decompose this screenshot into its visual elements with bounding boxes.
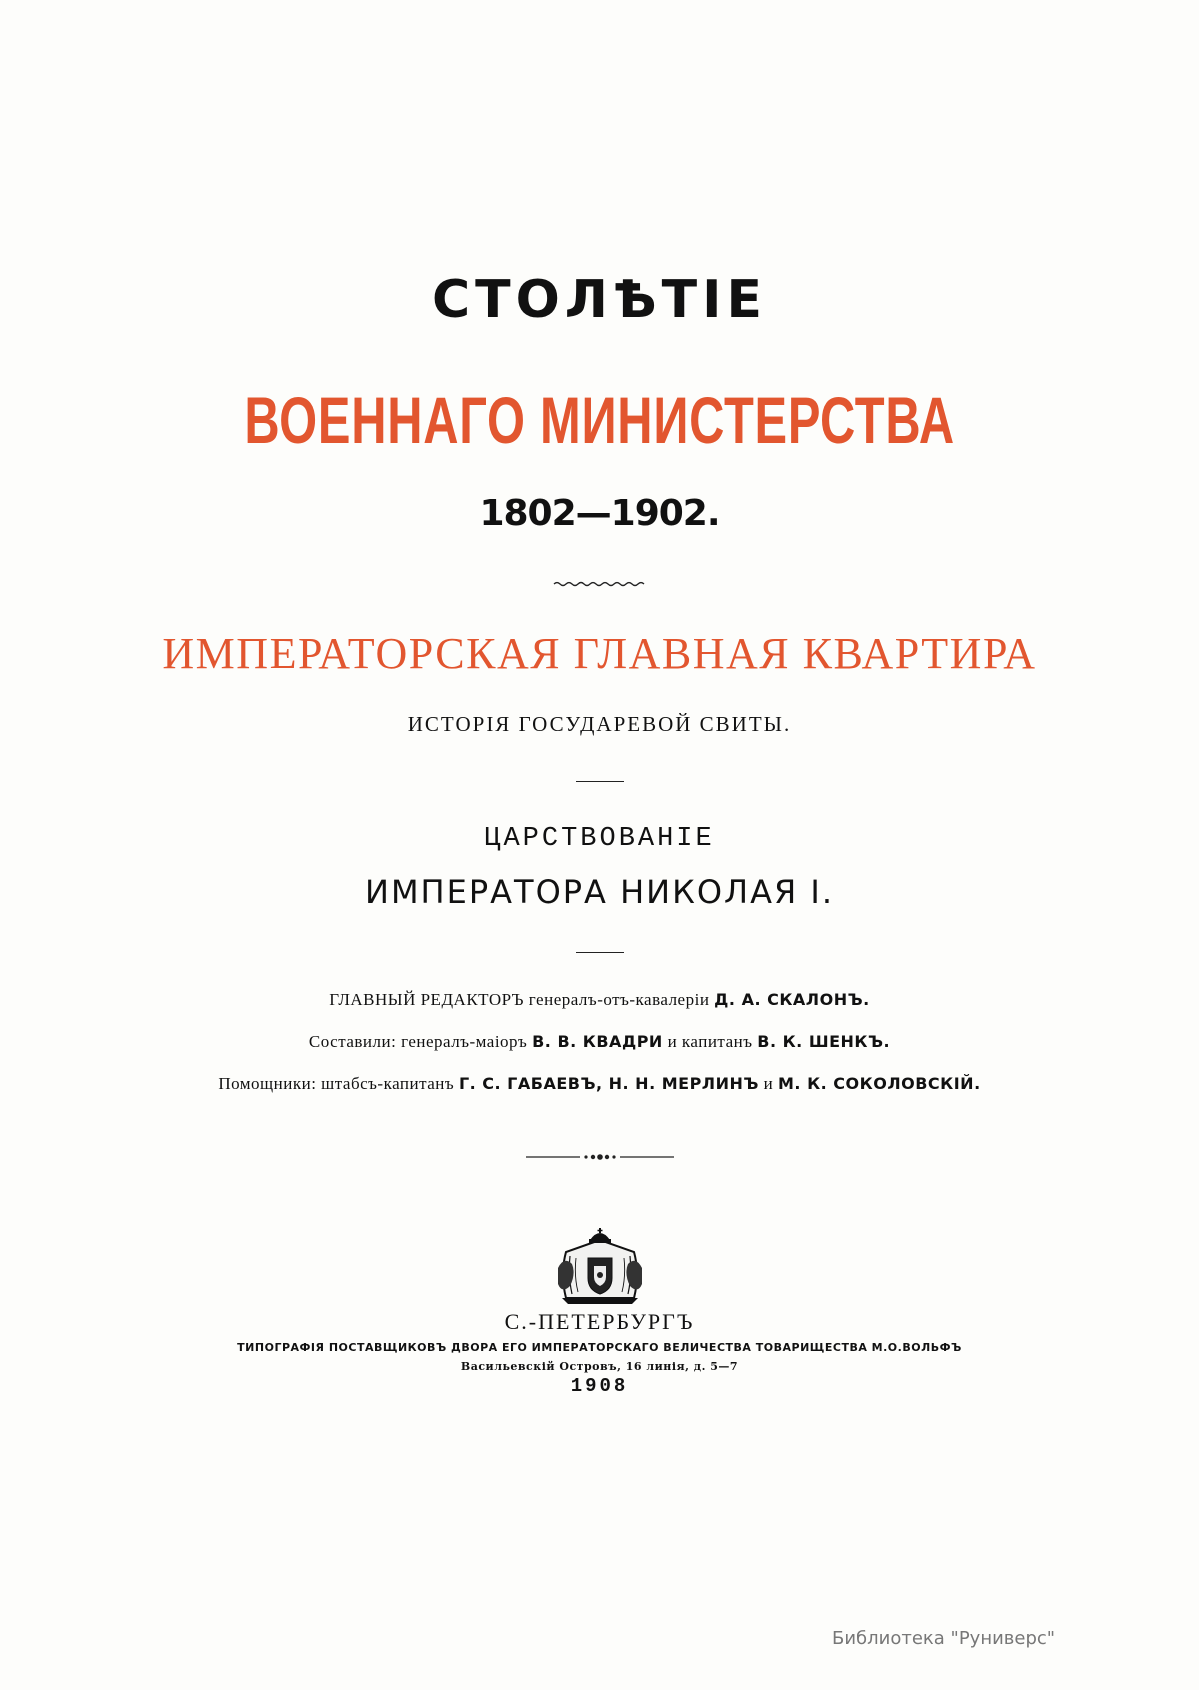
- dotted-ornament: [526, 1152, 674, 1162]
- short-rule: [576, 781, 624, 782]
- assistant-name-last: М. К. СОКОЛОВСКІЙ.: [778, 1074, 981, 1093]
- title-line-2: ВОЕННАГО МИНИСТЕРСТВА: [244, 383, 955, 457]
- library-watermark: Библиотека "Руниверс": [832, 1628, 1056, 1649]
- compilers-credit: [0, 1030, 1199, 1054]
- section-title: ИМПЕРАТОРСКАЯ ГЛАВНАЯ КВАРТИРА: [162, 629, 1037, 678]
- section-subtitle: ИСТОРІЯ ГОСУДАРЕВОЙ СВИТЫ.: [407, 712, 792, 736]
- assistants-credit: [0, 1072, 1199, 1096]
- imprint-address: Васильевскій Островъ, 16 линія, д. 5—7: [460, 1360, 739, 1373]
- editor-prefix: ГЛАВНЫЙ РЕДАКТОРЪ генералъ-отъ-кавалеріи: [329, 990, 710, 1009]
- imprint-press: ТИПОГРАФІЯ ПОСТАВЩИКОВЪ ДВОРА ЕГО ИМПЕРАТОРСКАГО ВЕЛИЧЕСТВА ТОВАРИЩЕСТВА М.О.ВОЛЬФЪ: [237, 1341, 962, 1354]
- wave-ornament: [552, 580, 648, 590]
- title-years: 1802—1902.: [479, 493, 720, 534]
- imperial-crest-icon: [552, 1228, 648, 1306]
- title-line-1: СТОЛѢТІЕ: [431, 270, 768, 330]
- reign-line-2: ИМПЕРАТОРА НИКОЛАЯ I.: [365, 873, 834, 911]
- imprint-city: С.-ПЕТЕРБУРГЪ: [504, 1309, 695, 1334]
- short-rule: [576, 952, 624, 953]
- imprint-year: 1908: [570, 1375, 629, 1397]
- assistants-names: Г. С. ГАБАЕВЪ, Н. Н. МЕРЛИНЪ: [458, 1074, 759, 1093]
- compilers-and: и капитанъ: [667, 1032, 753, 1051]
- compilers-prefix: Составили: генералъ-маіоръ: [308, 1032, 528, 1051]
- assistants-prefix: Помощники: штабсъ-капитанъ: [218, 1074, 455, 1093]
- reign-line-1: ЦАРСТВОВАНІЕ: [484, 824, 715, 854]
- editor-name: Д. А. СКАЛОНЪ.: [714, 990, 870, 1009]
- compiler-name-2: В. К. ШЕНКЪ.: [757, 1032, 891, 1051]
- editor-credit: [0, 988, 1199, 1012]
- assistants-and: и: [763, 1074, 774, 1093]
- compiler-name-1: В. В. КВАДРИ: [532, 1032, 663, 1051]
